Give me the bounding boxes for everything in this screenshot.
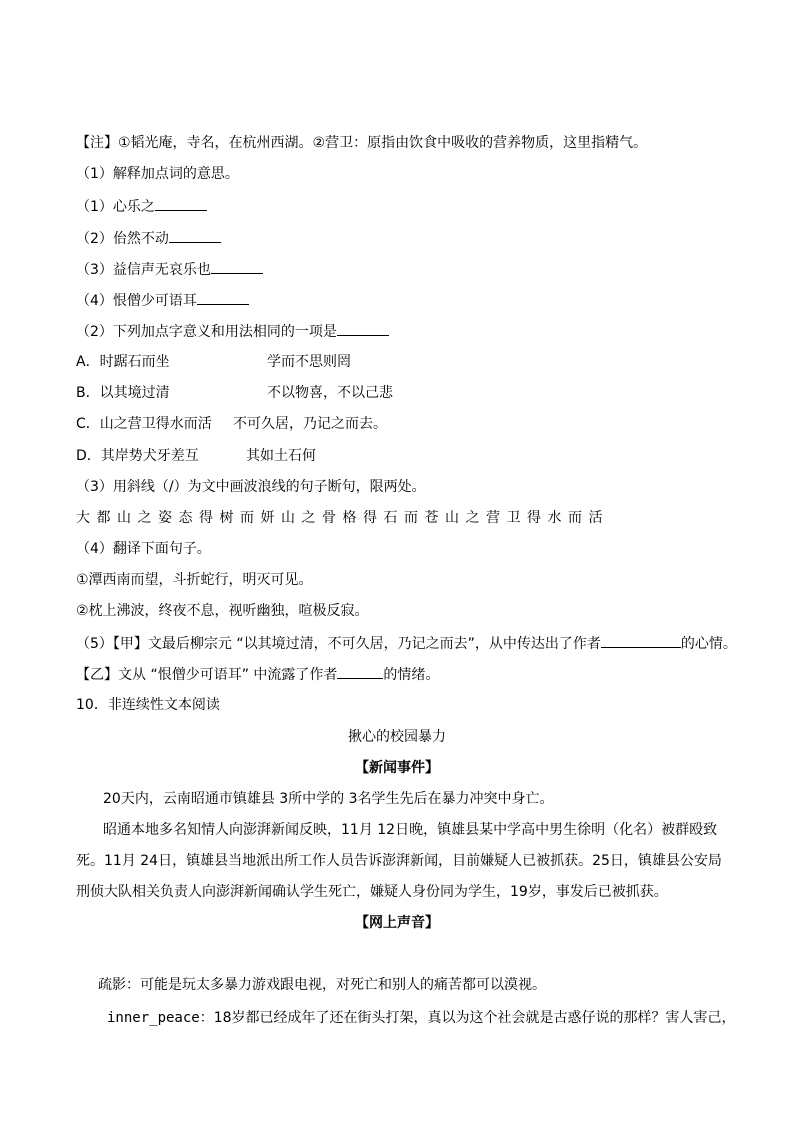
wavy-sentence: 大都山之姿态得树而妍山之骨格得石而苍山之营卫得水而活 <box>76 510 609 526</box>
question-1-title: （1）解释加点词的意思。 <box>76 166 239 182</box>
news-paragraph-1: 20天内，云南昭通市镇雄县 3所中学的 3名学生先后在暴力冲突中身亡。 <box>103 791 554 807</box>
news-paragraph-2-line-3: 刑侦大队相关负责人向澎湃新闻确认学生死亡，嫌疑人身份同为学生，19岁，事发后已被抓获。 <box>76 884 668 900</box>
question-1-item-4: （4）恨僧少可语耳 <box>76 290 249 310</box>
voices-label: 【网上声音】 <box>355 915 439 931</box>
question-4-title: （4）翻译下面句子。 <box>76 541 211 557</box>
option-c: C．山之营卫得水而活 不可久居，乃记之而去。 <box>76 416 387 432</box>
article-title: 揪心的校园暴力 <box>348 729 446 745</box>
username: inner_peace <box>107 1010 200 1026</box>
voice-1: 疏影：可能是玩太多暴力游戏跟电视，对死亡和别人的痛苦都可以漠视。 <box>98 977 546 993</box>
news-label: 【新闻事件】 <box>355 760 439 776</box>
answer-blank[interactable] <box>155 196 207 211</box>
translate-sentence-2: ②枕上沸波，终夜不息，视听幽独，喧极反寂。 <box>76 603 369 619</box>
question-1-item-2: （2）佁然不动 <box>76 228 221 248</box>
option-a: A．时踞石而坐 学而不思则罔 <box>76 354 351 370</box>
question-1-item-3: （3）益信声无哀乐也 <box>76 259 263 279</box>
section-10-heading: 10．非连续性文本阅读 <box>76 697 220 713</box>
question-1-item-1: （1）心乐之 <box>76 196 207 216</box>
answer-blank[interactable] <box>197 290 249 305</box>
news-paragraph-2-line-1: 昭通本地多名知情人向澎湃新闻反映，11月 12日晚，镇雄县某中学高中男生徐明（化名）被群殴致 <box>103 822 718 838</box>
option-b: B．以其境过清 不以物喜，不以己悲 <box>76 385 393 401</box>
answer-blank[interactable] <box>169 228 221 243</box>
question-5-a: （5）【甲】文最后柳宗元 “以其境过清，不可久居，乃记之而去”，从中传达出了作者 的心情。 <box>76 633 737 653</box>
answer-blank[interactable] <box>211 259 263 274</box>
option-d: D．其岸势犬牙差互 其如土石何 <box>76 448 316 464</box>
answer-blank[interactable] <box>337 321 389 336</box>
translate-sentence-1: ①潭西南而望，斗折蛇行，明灭可见。 <box>76 572 313 588</box>
question-5-b: 【乙】文从 “恨僧少可语耳” 中流露了作者 的情绪。 <box>76 664 439 684</box>
answer-blank[interactable] <box>337 664 383 679</box>
annotation-note: 【注】①韬光庵，寺名，在杭州西湖。②营卫：原指由饮食中吸收的营养物质，这里指精气。 <box>76 135 648 151</box>
voice-2: inner_peace：18岁都已经成年了还在街头打架，真以为这个社会就是古惑仔说的那样？害人害己， <box>107 1010 736 1026</box>
question-3-title: （3）用斜线（/）为文中画波浪线的句子断句，限两处。 <box>76 479 426 495</box>
news-paragraph-2-line-2: 死。11月 24日，镇雄县当地派出所工作人员告诉澎湃新闻，目前嫌疑人已被抓获。25日，镇雄县公安局 <box>76 853 722 869</box>
answer-blank[interactable] <box>601 633 681 648</box>
question-2-title: （2）下列加点字意义和用法相同的一项是 <box>76 321 389 341</box>
